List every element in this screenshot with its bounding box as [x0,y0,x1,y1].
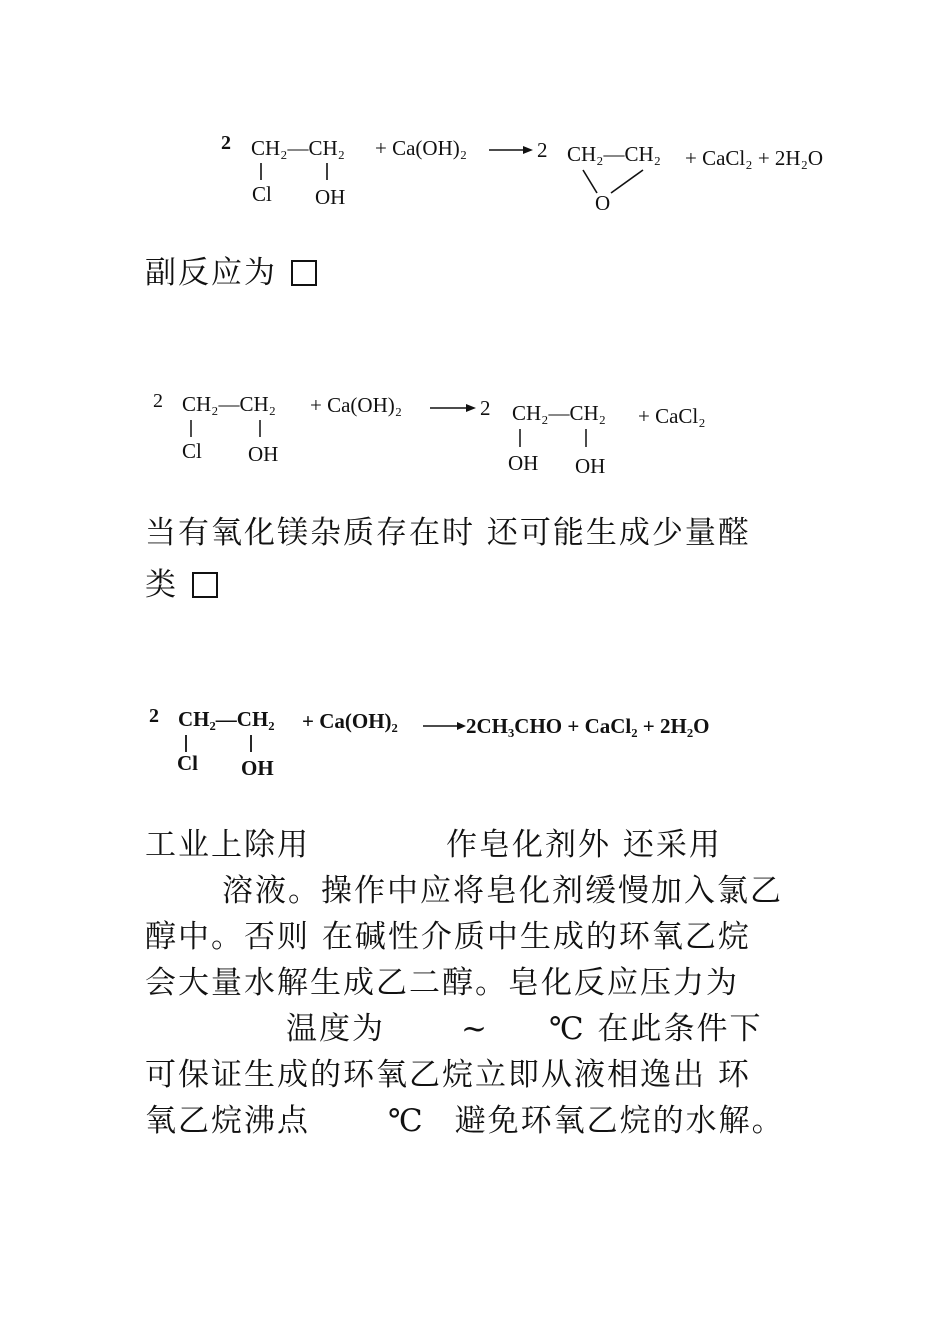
eq3-coef-left: 2 [149,705,159,727]
para-line-1: 工业上除用 作皂化剂外 还采用 [145,827,722,863]
para-line-2: 溶液。操作中应将皂化剂缓慢加入氯乙 [222,873,783,909]
eq1-byproducts: + CaCl₂ + 2H₂O [685,146,824,170]
eq3-left-oh: OH [241,756,274,780]
eq2-arrowhead [466,404,476,412]
eq1-reagent: + Ca(OH)₂ [375,136,468,160]
para-line-6: 可保证生成的环氧乙烷立即从液相逸出 环 [145,1057,751,1093]
eq3-left-cl: Cl [177,751,198,775]
eq2-coef-left: 2 [153,390,163,412]
eq2-left-oh: OH [248,442,279,466]
eq2-left-cl: Cl [182,439,202,463]
para-line-3: 醇中。否则 在碱性介质中生成的环氧乙烷 [145,919,751,955]
eq1-left-top: CH₂—CH₂ [251,136,345,160]
eq2-coef-right: 2 [480,396,491,420]
eq3-products: 2CH₃CHO + CaCl₂ + 2H₂O [466,714,710,738]
eq1-left-cl: Cl [252,182,272,206]
para-line-4: 会大量水解生成乙二醇。皂化反应压力为 [145,965,739,1001]
eq3-arrowhead [457,722,466,730]
aldehyde-reaction-equation [145,700,745,790]
placeholder-box-icon [192,572,218,598]
eq1-arrowhead [523,146,533,154]
eq2-byproducts: + CaCl₂ [638,404,706,428]
side-reaction-equation [148,385,738,485]
eq2-product-top: CH₂—CH₂ [512,401,606,425]
mgo-line-2: 类 [145,562,218,608]
eq3-left-top: CH₂—CH₂ [178,707,275,731]
eq2-left-top: CH₂—CH₂ [182,392,276,416]
eq1-epoxide-bond-left [583,170,597,193]
eq1-product-top: CH₂—CH₂ [567,142,661,166]
eq1-coef-right: 2 [537,138,548,162]
mgo-line-1: 当有氧化镁杂质存在时 还可能生成少量醛 [145,515,751,551]
eq3-reagent: + Ca(OH)₂ [302,709,398,733]
main-reaction-equation [215,125,855,220]
side-reaction-heading: 副反应为 [145,250,317,296]
eq1-epoxide-bond-right [611,170,643,193]
eq2-reagent: + Ca(OH)₂ [310,393,403,417]
para-line-5: 温度为 ~ ℃ 在此条件下 [286,1011,763,1047]
para-line-7: 氧乙烷沸点 ℃ 避免环氧乙烷的水解。 [145,1103,785,1139]
placeholder-box-icon [291,260,317,286]
eq1-coef-left: 2 [221,132,231,154]
eq2-product-oh1: OH [508,451,539,475]
eq1-product-o: O [595,191,611,215]
eq1-left-oh: OH [315,185,346,209]
eq2-product-oh2: OH [575,454,606,478]
